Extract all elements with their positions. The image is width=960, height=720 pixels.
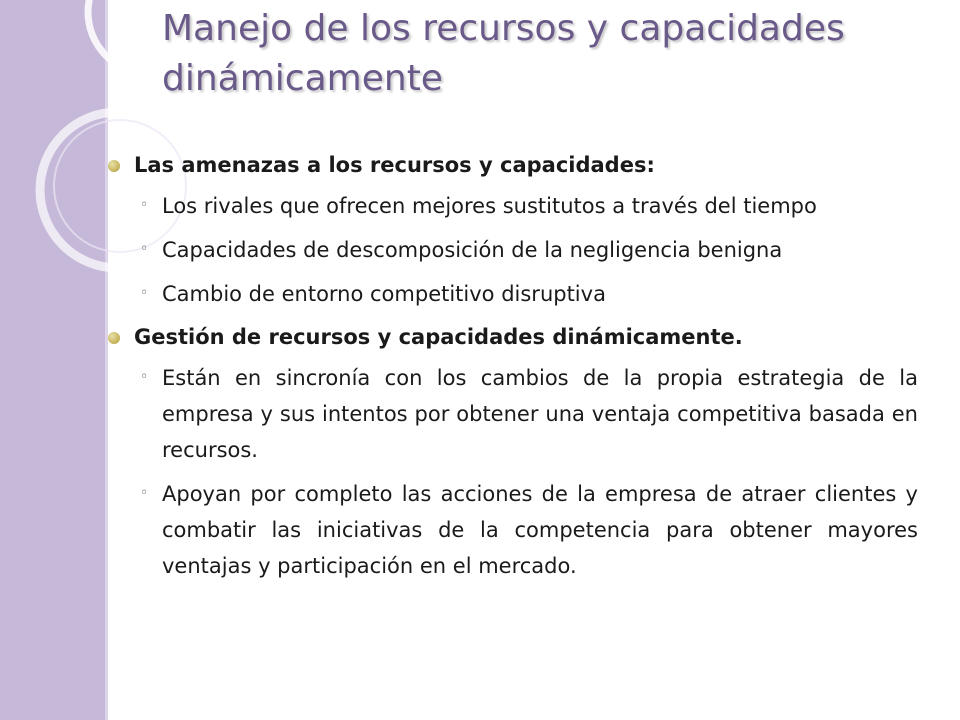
sub-bullet bbox=[108, 188, 918, 224]
sub-bullet bbox=[108, 476, 918, 584]
sub-bullet-text: Están en sincronía con los cambios de la propia estrategia de la empresa y sus intentos por obtener una ventaja competitiva basada en recursos. bbox=[162, 366, 918, 462]
sub-bullet-ring-icon: ◦ bbox=[140, 369, 149, 385]
sub-bullet-ring-icon: ◦ bbox=[140, 285, 149, 301]
sub-bullet-text: Cambio de entorno competitivo disruptiva bbox=[162, 282, 606, 306]
sub-bullet-ring-icon: ◦ bbox=[140, 241, 149, 257]
bullet-text: Las amenazas a los recursos y capacidades: bbox=[134, 153, 655, 177]
slide-title: Manejo de los recursos y capacidades dinámicamente bbox=[162, 8, 845, 99]
sub-bullet-text: Capacidades de descomposición de la negligencia benigna bbox=[162, 238, 783, 262]
bullet-dot-icon bbox=[108, 332, 120, 344]
sub-bullet-text: Apoyan por completo las acciones de la empresa de atraer clientes y combatir las iniciativas de la competencia para obtener mayores ventajas y participación en el mercado. bbox=[162, 482, 918, 578]
sub-bullet-text: Los rivales que ofrecen mejores sustitutos a través del tiempo bbox=[162, 194, 817, 218]
sub-bullet-ring-icon: ◦ bbox=[140, 197, 149, 213]
bullet-management bbox=[108, 320, 918, 354]
bullet-dot-icon bbox=[108, 160, 120, 172]
bullet-text: Gestión de recursos y capacidades dinámicamente. bbox=[134, 325, 743, 349]
bullet-threats bbox=[108, 148, 918, 182]
sub-bullet bbox=[108, 360, 918, 468]
slide-content bbox=[108, 148, 918, 592]
sub-bullet bbox=[108, 276, 918, 312]
sub-bullet bbox=[108, 232, 918, 268]
sub-bullet-ring-icon: ◦ bbox=[140, 485, 149, 501]
